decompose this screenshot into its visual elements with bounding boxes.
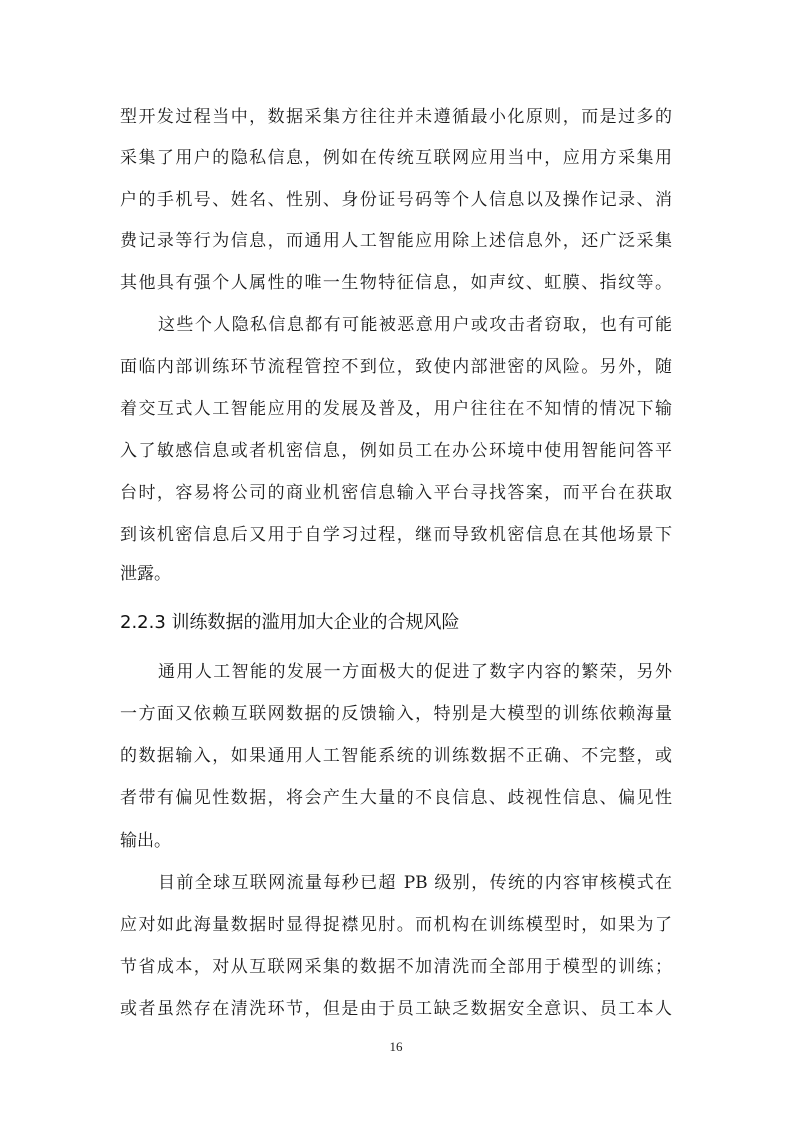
text-line: 面临内部训练环节流程管控不到位，致使内部泄密的风险。另外，随 [120, 357, 672, 377]
text-line: 一方面又依赖互联网数据的反馈输入，特别是大模型的训练依赖海量 [120, 704, 672, 724]
text-line: 其他具有强个人属性的唯一生物特征信息，如声纹、虹膜、指纹等。 [120, 273, 672, 293]
text-line: 应对如此海量数据时显得捉襟见肘。而机构在训练模型时，如果为了 [120, 915, 672, 935]
text-line: 到该机密信息后又用于自学习过程，继而导致机密信息在其他场景下 [120, 525, 672, 545]
text-line: 通用人工智能的发展一方面极大的促进了数字内容的繁荣，另外 [158, 662, 672, 682]
text-line: 户的手机号、姓名、性别、身份证号码等个人信息以及操作记录、消 [120, 190, 672, 210]
page-number: 16 [389, 1039, 403, 1054]
text-line: 着交互式人工智能应用的发展及普及，用户往往在不知情的情况下输 [120, 399, 672, 419]
section-heading: 2.2.3 训练数据的滥用加大企业的合规风险 [120, 612, 460, 633]
text-line: 采集了用户的隐私信息，例如在传统互联网应用当中，应用方采集用 [120, 148, 672, 168]
text-line: 费记录等行为信息，而通用人工智能应用除上述信息外，还广泛采集 [120, 231, 672, 251]
text-line: 或者虽然存在清洗环节，但是由于员工缺乏数据安全意识、员工本人 [120, 999, 672, 1019]
text-line: 泄露。 [120, 564, 171, 584]
text-line: 台时，容易将公司的商业机密信息输入平台寻找答案，而平台在获取 [120, 483, 672, 503]
text-line: 型开发过程当中，数据采集方往往并未遵循最小化原则，而是过多的 [120, 107, 672, 127]
text-line: 的数据输入，如果通用人工智能系统的训练数据不正确、不完整，或 [120, 746, 672, 766]
text-line: 输出。 [120, 831, 171, 851]
text-line: 这些个人隐私信息都有可能被恶意用户或攻击者窃取，也有可能 [158, 315, 672, 335]
text-line: 入了敏感信息或者机密信息，例如员工在办公环境中使用智能问答平 [120, 441, 672, 461]
text-line: 节省成本，对从互联网采集的数据不加清洗而全部用于模型的训练； [120, 957, 672, 977]
text-line: 目前全球互联网流量每秒已超 PB 级别，传统的内容审核模式在 [158, 873, 672, 893]
text-line: 者带有偏见性数据，将会产生大量的不良信息、歧视性信息、偏见性 [120, 788, 672, 808]
